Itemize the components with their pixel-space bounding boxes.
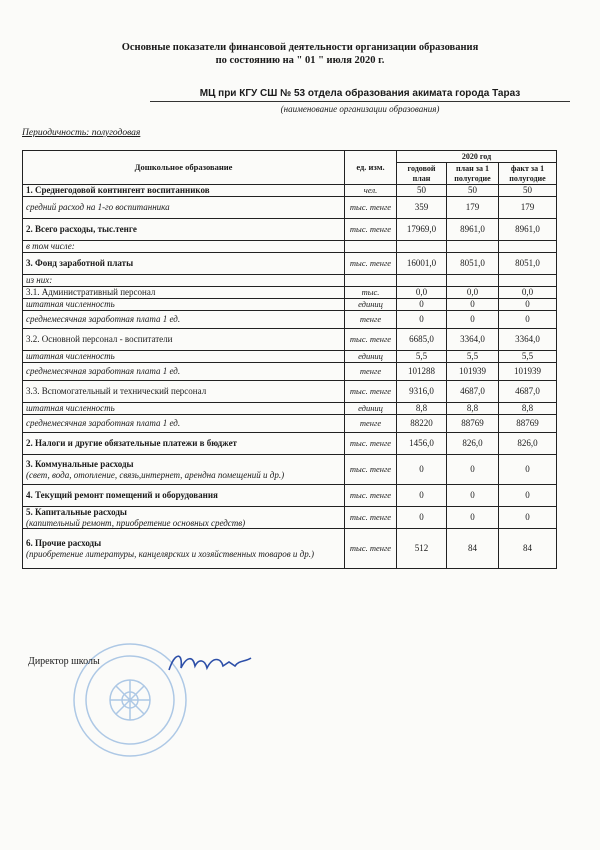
row-plan: 0 — [447, 507, 499, 529]
col-unit-header: ед. изм. — [345, 151, 397, 185]
table-row — [23, 363, 557, 381]
row-fact: 50 — [499, 185, 557, 197]
row-plan: 5,5 — [447, 351, 499, 363]
table-row — [23, 381, 557, 403]
row-plan: 8,8 — [447, 403, 499, 415]
row-unit — [345, 275, 397, 287]
row-fact: 8051,0 — [499, 253, 557, 275]
row-annual: 50 — [397, 185, 447, 197]
row-annual: 0 — [397, 507, 447, 529]
col-plan-header: план за 1 полугодие — [447, 163, 499, 185]
row-fact: 0 — [499, 311, 557, 329]
row-plan: 0 — [447, 311, 499, 329]
table-row — [23, 403, 557, 415]
table-row — [23, 311, 557, 329]
table-row — [23, 455, 557, 485]
row-unit: тыс. тенге — [345, 507, 397, 529]
row-fact: 0 — [499, 507, 557, 529]
row-unit: тыс. тенге — [345, 381, 397, 403]
row-annual: 1456,0 — [397, 433, 447, 455]
row-fact: 8,8 — [499, 403, 557, 415]
row-name: 4. Текущий ремонт помещений и оборудования — [23, 485, 345, 507]
row-annual: 17969,0 — [397, 219, 447, 241]
row-name: среднемесячная заработная плата 1 ед. — [23, 311, 345, 329]
col-name-header: Дошкольное образование — [23, 151, 345, 185]
row-plan — [447, 241, 499, 253]
row-plan: 0 — [447, 299, 499, 311]
row-annual: 0 — [397, 485, 447, 507]
row-name: 5. Капитальные расходы (капительный ремонт, приобретение основных средств) — [23, 507, 345, 529]
row-plan: 179 — [447, 197, 499, 219]
table-row — [23, 219, 557, 241]
row-unit: тенге — [345, 415, 397, 433]
row-annual — [397, 241, 447, 253]
row-unit: единиц — [345, 351, 397, 363]
row-annual: 0 — [397, 311, 447, 329]
row-plan: 8051,0 — [447, 253, 499, 275]
row-fact: 0,0 — [499, 287, 557, 299]
row-name: среднемесячная заработная плата 1 ед. — [23, 415, 345, 433]
row-plan: 101939 — [447, 363, 499, 381]
row-plan: 0 — [447, 485, 499, 507]
row-unit: тыс. тенге — [345, 529, 397, 569]
row-name: 1. Среднегодовой контингент воспитанников — [23, 185, 345, 197]
row-annual: 0 — [397, 455, 447, 485]
row-unit: единиц — [345, 299, 397, 311]
table-row — [23, 287, 557, 299]
row-unit: тыс. — [345, 287, 397, 299]
row-name: среднемесячная заработная плата 1 ед. — [23, 363, 345, 381]
row-unit: тыс. тенге — [345, 433, 397, 455]
row-plan: 4687,0 — [447, 381, 499, 403]
table-row — [23, 507, 557, 529]
row-plan: 0,0 — [447, 287, 499, 299]
table-row — [23, 253, 557, 275]
row-fact: 101939 — [499, 363, 557, 381]
row-name: средний расход на 1-го воспитанника — [23, 197, 345, 219]
row-annual: 5,5 — [397, 351, 447, 363]
table-row — [23, 185, 557, 197]
row-unit: тыс. тенге — [345, 455, 397, 485]
row-annual: 6685,0 — [397, 329, 447, 351]
row-plan: 8961,0 — [447, 219, 499, 241]
row-plan: 826,0 — [447, 433, 499, 455]
row-annual: 88220 — [397, 415, 447, 433]
col-fact-header: факт за 1 полугодие — [499, 163, 557, 185]
row-name: 2. Налоги и другие обязательные платежи в бюджет — [23, 433, 345, 455]
row-name: 6. Прочие расходы (приобретение литературы, канцелярских и хозяйственных товаров и др.) — [23, 529, 345, 569]
row-unit: тыс. тенге — [345, 219, 397, 241]
row-name: 3.2. Основной персонал - воспитатели — [23, 329, 345, 351]
row-name: 3. Коммунальные расходы (свет, вода, отопление, связь,интернет, арендна помещений и др.) — [23, 455, 345, 485]
organization-note: (наименование организации образования) — [280, 104, 440, 114]
row-fact: 179 — [499, 197, 557, 219]
row-fact: 0 — [499, 485, 557, 507]
row-name: в том числе: — [23, 241, 345, 253]
row-annual: 359 — [397, 197, 447, 219]
row-fact: 84 — [499, 529, 557, 569]
table-row — [23, 275, 557, 287]
row-unit: тенге — [345, 311, 397, 329]
row-plan — [447, 275, 499, 287]
row-unit: тыс. тенге — [345, 485, 397, 507]
row-unit: тыс. тенге — [345, 253, 397, 275]
table-row — [23, 433, 557, 455]
row-fact — [499, 275, 557, 287]
row-fact: 826,0 — [499, 433, 557, 455]
row-name: штатная численность — [23, 299, 345, 311]
row-unit — [345, 241, 397, 253]
row-annual: 0,0 — [397, 287, 447, 299]
table-row — [23, 529, 557, 569]
row-name: штатная численность — [23, 351, 345, 363]
col-year-header: 2020 год — [397, 151, 557, 163]
row-annual: 101288 — [397, 363, 447, 381]
row-annual — [397, 275, 447, 287]
periodicity: Периодичность: полугодовая — [22, 128, 141, 138]
row-name: 3.3. Вспомогательный и технический персонал — [23, 381, 345, 403]
row-annual: 8,8 — [397, 403, 447, 415]
row-unit: тыс. тенге — [345, 329, 397, 351]
table-row — [23, 329, 557, 351]
signature — [165, 648, 255, 678]
finance-table — [22, 150, 557, 569]
row-unit: тенге — [345, 363, 397, 381]
row-unit: чел. — [345, 185, 397, 197]
row-name: 3.1. Административный персонал — [23, 287, 345, 299]
row-fact: 88769 — [499, 415, 557, 433]
row-annual: 16001,0 — [397, 253, 447, 275]
row-unit: тыс. тенге — [345, 197, 397, 219]
row-name: 3. Фонд заработной платы — [23, 253, 345, 275]
table-row — [23, 197, 557, 219]
row-name: штатная численность — [23, 403, 345, 415]
row-unit: единиц — [345, 403, 397, 415]
row-fact — [499, 241, 557, 253]
row-fact: 0 — [499, 299, 557, 311]
row-annual: 9316,0 — [397, 381, 447, 403]
row-plan: 88769 — [447, 415, 499, 433]
row-name: 2. Всего расходы, тыс.тенге — [23, 219, 345, 241]
row-fact: 5,5 — [499, 351, 557, 363]
row-annual: 512 — [397, 529, 447, 569]
report-date: по состоянию на " 01 " июля 2020 г. — [215, 55, 385, 66]
row-plan: 3364,0 — [447, 329, 499, 351]
row-name: из них: — [23, 275, 345, 287]
table-row — [23, 351, 557, 363]
table-row — [23, 485, 557, 507]
row-plan: 84 — [447, 529, 499, 569]
report-title: Основные показатели финансовой деятельности организации образования — [121, 42, 479, 53]
organization-name: МЦ при КГУ СШ № 53 отдела образования акимата города Тараз — [150, 88, 570, 102]
row-fact: 8961,0 — [499, 219, 557, 241]
signer-label: Директор школы — [28, 656, 100, 667]
row-plan: 0 — [447, 455, 499, 485]
table-row — [23, 299, 557, 311]
table-row — [23, 415, 557, 433]
col-annual-header: годовой план — [397, 163, 447, 185]
row-plan: 50 — [447, 185, 499, 197]
row-fact: 0 — [499, 455, 557, 485]
row-fact: 4687,0 — [499, 381, 557, 403]
row-annual: 0 — [397, 299, 447, 311]
row-fact: 3364,0 — [499, 329, 557, 351]
table-row — [23, 241, 557, 253]
